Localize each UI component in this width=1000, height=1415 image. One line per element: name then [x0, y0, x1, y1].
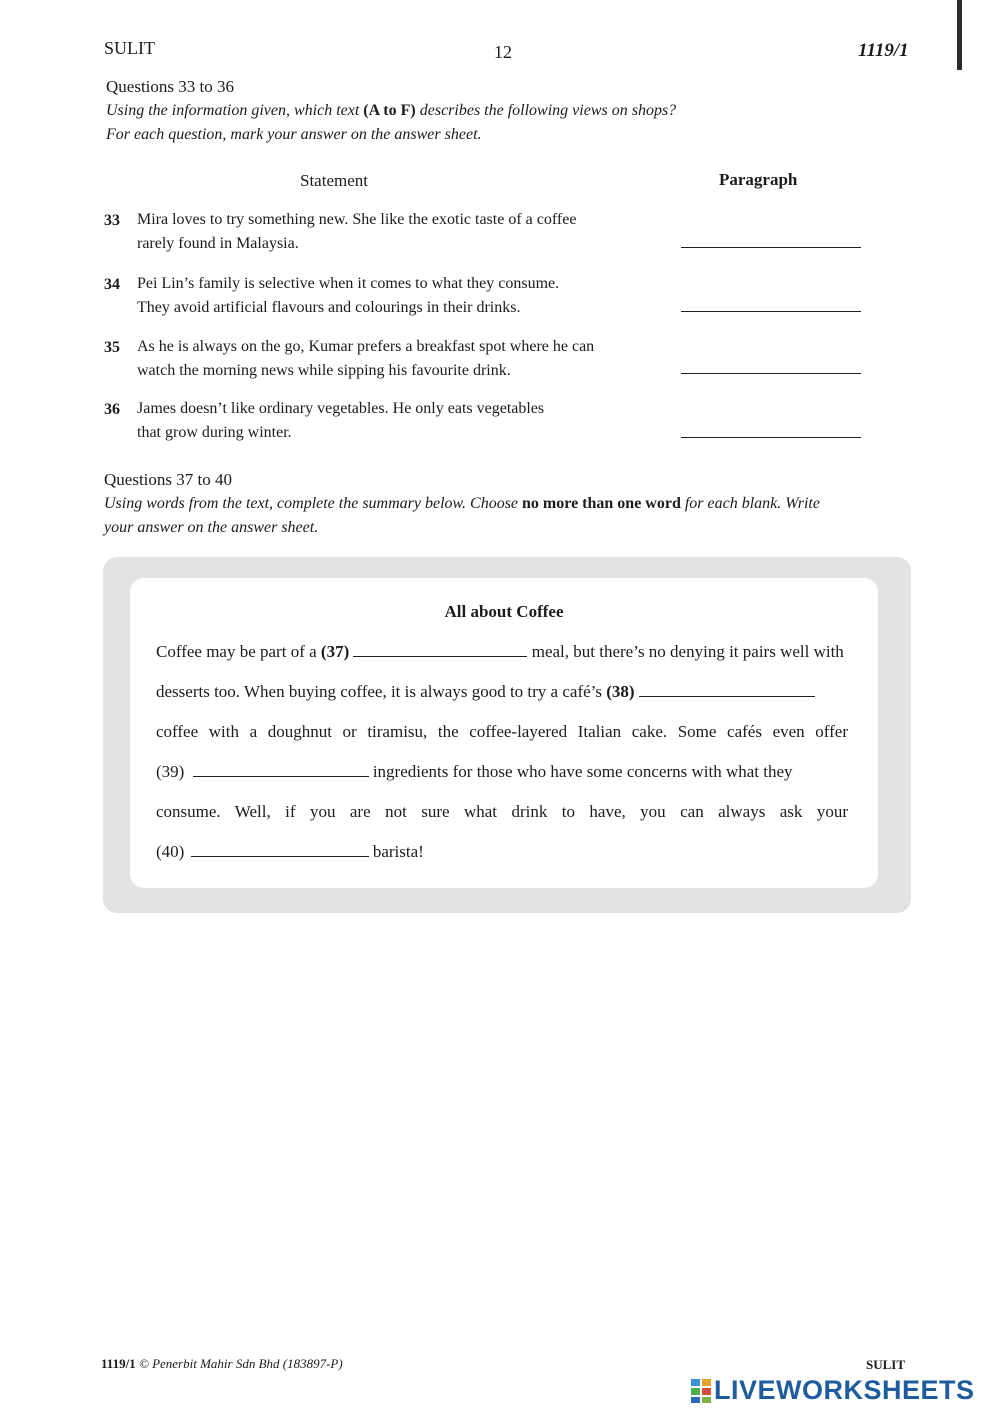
summary-line-6 — [156, 842, 848, 866]
answer-input-35[interactable] — [681, 352, 865, 371]
section1-title: Questions 33 to 36 — [106, 77, 234, 96]
answer-input-34[interactable] — [681, 290, 865, 309]
section1-instruction — [106, 99, 906, 147]
statement-line: They avoid artificial flavours and colourings in their drinks. — [137, 299, 521, 316]
question-statement — [137, 272, 657, 320]
blank-input-40[interactable] — [191, 838, 369, 855]
section2-title: Questions 37 to 40 — [104, 470, 232, 489]
column-header-statement: Statement — [300, 171, 368, 190]
blank-input-38[interactable] — [639, 678, 815, 695]
summary-line-1 — [156, 642, 848, 666]
summary-line-4 — [156, 762, 848, 786]
footer-sulit: SULIT — [866, 1357, 906, 1372]
statement-line: Pei Lin’s family is selective when it comes to what they consume. — [137, 275, 560, 292]
statement-line: that grow during winter. — [137, 424, 292, 441]
instruction-text: Using words from the text, complete the summary below. Choose — [104, 495, 523, 512]
summary-text-segment: meal, but there’s no denying it pairs well with — [527, 642, 844, 661]
blank-label-37: (37) — [320, 642, 350, 661]
footer-copyright — [101, 1356, 343, 1372]
summary-text-segment: barista! — [368, 842, 424, 861]
summary-text-segment: ingredients for those who have some concerns with what they — [368, 762, 793, 781]
section2-instruction — [104, 492, 914, 540]
summary-box — [130, 578, 878, 888]
answer-line-34[interactable] — [681, 311, 861, 312]
instruction-range: (A to F) — [363, 102, 416, 119]
section1-instruction-line1 — [106, 99, 906, 123]
blank-label-38: (38) — [606, 682, 635, 701]
header-sulit: SULIT — [104, 38, 155, 58]
scan-edge-mark — [957, 0, 962, 70]
summary-text-segment: Coffee may be part of a — [156, 642, 321, 661]
statement-line: As he is always on the go, Kumar prefers a breakfast spot where he can — [137, 338, 595, 355]
section2-instruction-line2: your answer on the answer sheet. — [104, 519, 319, 536]
instruction-text: Using the information given, which text — [106, 102, 364, 119]
question-statement — [137, 335, 657, 383]
column-header-paragraph: Paragraph — [719, 170, 798, 189]
answer-line-36[interactable] — [681, 437, 861, 438]
summary-title: All about Coffee — [444, 602, 564, 621]
statement-line: watch the morning news while sipping his favourite drink. — [137, 362, 511, 379]
answer-input-33[interactable] — [681, 226, 865, 245]
question-statement — [137, 397, 657, 445]
footer-publisher: © Penerbit Mahir Sdn Bhd (183897-P) — [135, 1356, 343, 1371]
statement-line: James doesn’t like ordinary vegetables. He only eats vegetables — [137, 400, 545, 417]
statement-line: rarely found in Malaysia. — [137, 235, 299, 252]
summary-line-5: consume. Well, if you are not sure what drink to have, you can always ask your — [156, 802, 848, 821]
question-number: 33 — [104, 212, 120, 229]
instruction-text: describes the following views on shops? — [415, 102, 677, 119]
liveworksheets-logo-icon — [690, 1378, 712, 1404]
paper-code: 1119/1 — [858, 40, 909, 61]
blank-label-39: (39) — [156, 762, 185, 781]
answer-input-36[interactable] — [681, 416, 865, 435]
blank-40[interactable] — [191, 842, 369, 857]
page-number: 12 — [494, 42, 512, 62]
blank-38[interactable] — [639, 682, 815, 697]
footer-code: 1119/1 — [101, 1356, 136, 1371]
statement-line: Mira loves to try something new. She like the exotic taste of a coffee — [137, 211, 577, 228]
question-number: 36 — [104, 401, 120, 418]
summary-line-3: coffee with a doughnut or tiramisu, the coffee-layered Italian cake. Some cafés even offer — [156, 722, 848, 741]
question-number: 35 — [104, 339, 120, 356]
blank-input-37[interactable] — [353, 638, 527, 655]
blank-input-39[interactable] — [193, 758, 369, 775]
liveworksheets-wordmark: LIVEWORKSHEETS — [714, 1375, 975, 1405]
instruction-text: for each blank. Write — [680, 495, 820, 512]
answer-line-33[interactable] — [681, 247, 861, 248]
answer-line-35[interactable] — [681, 373, 861, 374]
blank-39[interactable] — [193, 762, 369, 777]
summary-line-2 — [156, 682, 848, 706]
summary-text-segment: desserts too. When buying coffee, it is always good to try a café’s — [156, 682, 607, 701]
question-number: 34 — [104, 276, 120, 293]
section1-instruction-line2: For each question, mark your answer on the answer sheet. — [106, 126, 482, 143]
instruction-emphasis: no more than one word — [522, 495, 681, 512]
liveworksheets-logo[interactable] — [690, 1375, 975, 1406]
blank-37[interactable] — [353, 642, 527, 657]
section2-instruction-line1 — [104, 492, 914, 516]
question-statement — [137, 208, 657, 256]
blank-label-40: (40) — [156, 842, 185, 861]
